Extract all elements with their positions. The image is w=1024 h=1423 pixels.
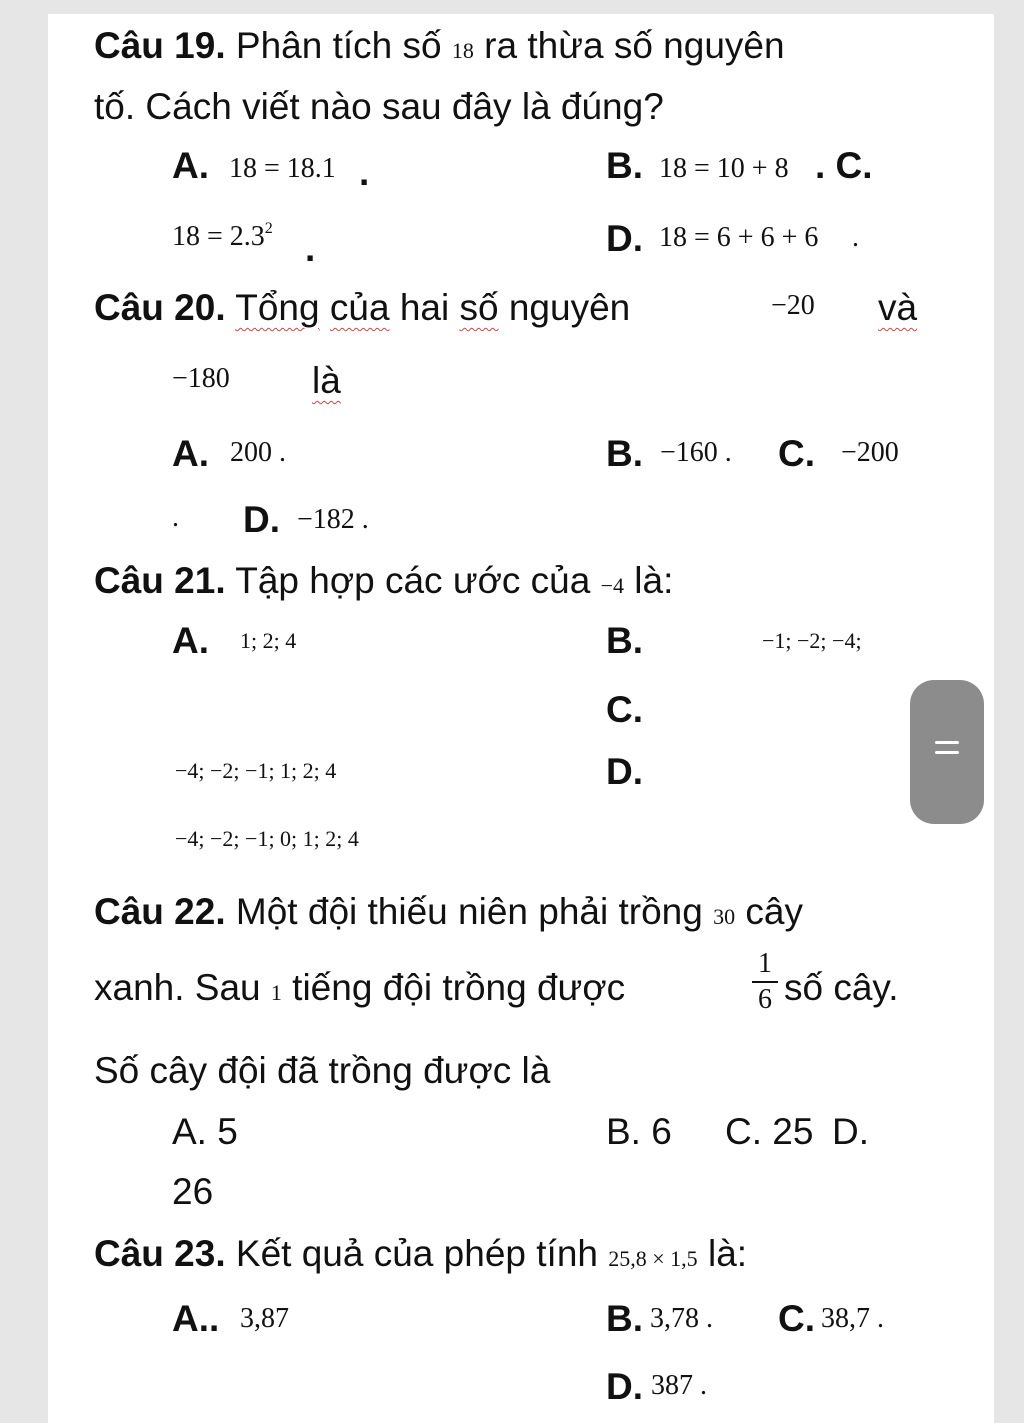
q23-expression: 25,8 × 1,5: [608, 1246, 698, 1271]
q23-option-a-value: 3,87: [240, 1303, 289, 1334]
q22-fraction: [752, 950, 778, 1014]
q19-option-c-label[interactable]: . C.: [815, 145, 873, 186]
q21-label: Câu 21.: [94, 560, 226, 601]
q19-option-a-label[interactable]: A.: [172, 145, 209, 186]
q19-text-b: ra thừa số nguyên: [473, 25, 785, 66]
q19-option-c-base: 18 = 2.3: [172, 221, 265, 252]
q21-option-d-label[interactable]: D.: [606, 751, 643, 792]
q19-dot-d: .: [852, 222, 859, 253]
q20-number-1: −20: [771, 290, 815, 321]
q21-option-c-label[interactable]: C.: [606, 689, 643, 730]
q20-word: hai: [399, 287, 450, 328]
q22-label: Câu 22.: [94, 891, 226, 932]
q22-line2-c: số cây.: [784, 967, 899, 1008]
q22-hours: 1: [270, 980, 282, 1005]
q21-option-b-value: −1; −2; −4;: [762, 628, 862, 653]
q20-option-a-label[interactable]: A.: [172, 433, 209, 474]
q23-tail: là:: [697, 1233, 748, 1274]
q22-line3: Số cây đội đã trồng được là: [94, 1050, 551, 1091]
q19-label: Câu 19.: [94, 25, 226, 66]
q19-text: Phân tích số: [225, 25, 452, 66]
q23-option-b-value: 3,78 .: [650, 1303, 713, 1334]
q20-option-b-label[interactable]: B.: [606, 433, 643, 474]
scroll-handle[interactable]: [910, 680, 984, 824]
q22-option-d[interactable]: D.: [832, 1111, 869, 1152]
q21-text: Tập hợp các ước của: [225, 560, 601, 601]
q20-number-2: −180: [172, 363, 230, 394]
q20-label: Câu 20.: [94, 287, 226, 328]
q20-option-d-label[interactable]: D.: [243, 499, 280, 540]
q20-is: là: [312, 360, 341, 401]
q23-option-c-label[interactable]: C.: [778, 1298, 815, 1339]
q22-option-d-value: 26: [172, 1171, 214, 1212]
q20-option-c-label[interactable]: C.: [778, 433, 815, 474]
q23-option-c-value: 38,7 .: [821, 1303, 884, 1334]
q22-option-a[interactable]: A. 5: [172, 1111, 238, 1152]
q19-dot-a: .: [359, 152, 370, 193]
top-bar: [0, 0, 1024, 14]
q22-text-b: cây: [735, 891, 803, 932]
q22-line2-a: xanh. Sau: [94, 967, 271, 1008]
fraction-bar: [752, 981, 778, 983]
q20-option-a-value: 200 .: [230, 437, 286, 468]
q22-option-c[interactable]: C. 25: [725, 1111, 814, 1152]
q20-and: và: [878, 287, 918, 328]
q22-fraction-denominator: 6: [758, 984, 772, 1015]
q23-stem: [94, 1235, 747, 1272]
q19-stem-line2: tố. Cách viết nào sau đây là đúng?: [94, 86, 664, 127]
q21-option-a-value: 1; 2; 4: [240, 628, 297, 653]
q20-option-c-value: −200: [841, 437, 899, 468]
grip-line-icon: [935, 751, 959, 754]
q21-tail: là:: [624, 560, 674, 601]
q22-line2: [94, 969, 625, 1006]
q19-option-c-exponent: 2: [264, 220, 273, 237]
grip-line-icon: [935, 741, 959, 744]
q22-option-b[interactable]: B. 6: [606, 1111, 672, 1152]
q19-option-d-label[interactable]: D.: [606, 218, 643, 259]
q19-stem: [94, 27, 785, 64]
q19-option-b-label[interactable]: B.: [606, 145, 643, 186]
q23-option-b-label[interactable]: B.: [606, 1298, 643, 1339]
q20-dot: .: [172, 502, 179, 533]
q20-stem: [94, 289, 630, 326]
q20-word: nguyên: [508, 287, 631, 328]
q20-option-b-value: −160 .: [660, 437, 732, 468]
q22-stem: [94, 893, 803, 930]
q19-dot-c: .: [305, 228, 316, 269]
q21-option-c-value: −4; −2; −1; 1; 2; 4: [175, 758, 337, 783]
q23-option-d-label[interactable]: D.: [606, 1366, 643, 1407]
q23-label: Câu 23.: [94, 1233, 226, 1274]
q20-word: Tổng: [235, 287, 320, 328]
q21-stem: [94, 562, 673, 599]
q20-word: số: [459, 287, 499, 328]
q19-option-a-expr: 18 = 18.1: [229, 153, 336, 184]
q19-option-d-expr: 18 = 6 + 6 + 6: [659, 222, 819, 253]
q20-option-d-value: −182 .: [297, 504, 369, 535]
q20-word: của: [329, 287, 390, 328]
q21-option-a-label[interactable]: A.: [172, 620, 209, 661]
q22-number: 30: [713, 904, 736, 929]
q22-fraction-numerator: 1: [758, 948, 772, 979]
q22-text: Một đội thiếu niên phải trồng: [225, 891, 714, 932]
q21-number: −4: [600, 573, 624, 598]
q23-text: Kết quả của phép tính: [225, 1233, 609, 1274]
q21-option-b-label[interactable]: B.: [606, 620, 643, 661]
q19-option-c-expr: [172, 221, 273, 251]
q22-line2-b: tiếng đội trồng được: [281, 967, 626, 1008]
q23-option-d-value: 387 .: [651, 1370, 707, 1401]
q19-number: 18: [451, 38, 474, 63]
q23-option-a-label[interactable]: A..: [172, 1298, 220, 1339]
q19-option-b-expr: 18 = 10 + 8: [659, 153, 789, 184]
q21-option-d-value: −4; −2; −1; 0; 1; 2; 4: [175, 826, 359, 851]
